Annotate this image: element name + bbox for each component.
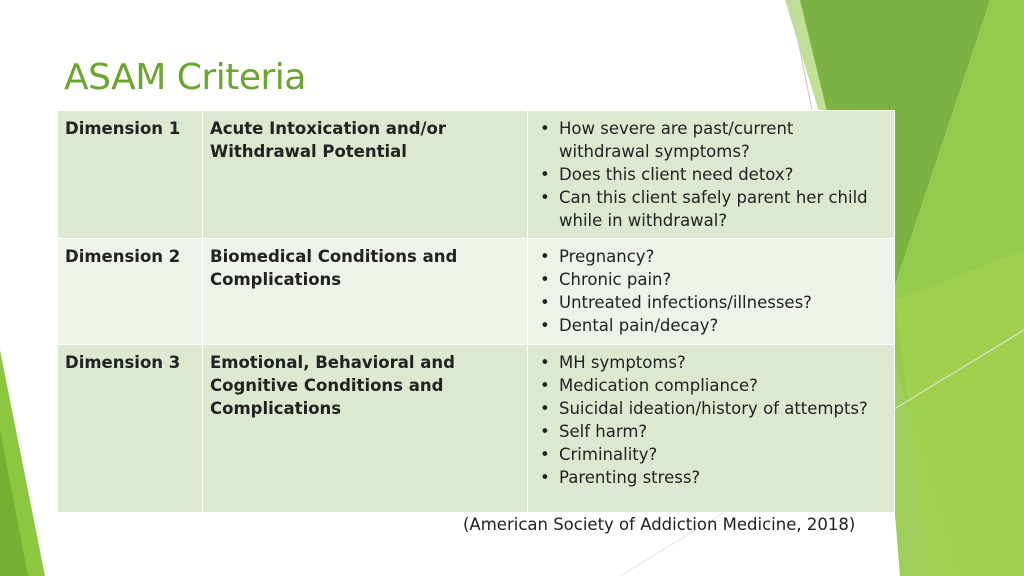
table-row — [58, 239, 895, 345]
list-item: • Can this client safely parent her child while in withdrawal? — [535, 186, 887, 232]
citation: (American Society of Addiction Medicine, 2018) — [463, 515, 856, 534]
question-list — [535, 245, 887, 337]
list-item: • Does this client need detox? — [535, 163, 887, 186]
category-cell: Emotional, Behavioral and Cognitive Conditions and Complications — [203, 345, 528, 513]
list-item: • Criminality? — [535, 443, 887, 466]
list-item: • Dental pain/decay? — [535, 314, 887, 337]
list-item: • Chronic pain? — [535, 268, 887, 291]
list-item: • Parenting stress? — [535, 466, 887, 489]
category-cell: Acute Intoxication and/or Withdrawal Potential — [203, 111, 528, 239]
table-row — [58, 345, 895, 513]
list-item: • How severe are past/current withdrawal symptoms? — [535, 117, 887, 163]
list-item: • MH symptoms? — [535, 351, 887, 374]
list-item: • Pregnancy? — [535, 245, 887, 268]
list-item: • Suicidal ideation/history of attempts? — [535, 397, 887, 420]
questions-cell — [528, 345, 895, 513]
slide-title: ASAM Criteria — [64, 57, 306, 98]
dimension-cell: Dimension 3 — [58, 345, 203, 513]
asam-criteria-table — [57, 110, 895, 513]
questions-cell — [528, 239, 895, 345]
category-cell: Biomedical Conditions and Complications — [203, 239, 528, 345]
list-item: • Medication compliance? — [535, 374, 887, 397]
table-row — [58, 111, 895, 239]
dimension-cell: Dimension 2 — [58, 239, 203, 345]
question-list — [535, 117, 887, 232]
question-list — [535, 351, 887, 489]
list-item: • Self harm? — [535, 420, 887, 443]
list-item: • Untreated infections/illnesses? — [535, 291, 887, 314]
dimension-cell: Dimension 1 — [58, 111, 203, 239]
questions-cell — [528, 111, 895, 239]
